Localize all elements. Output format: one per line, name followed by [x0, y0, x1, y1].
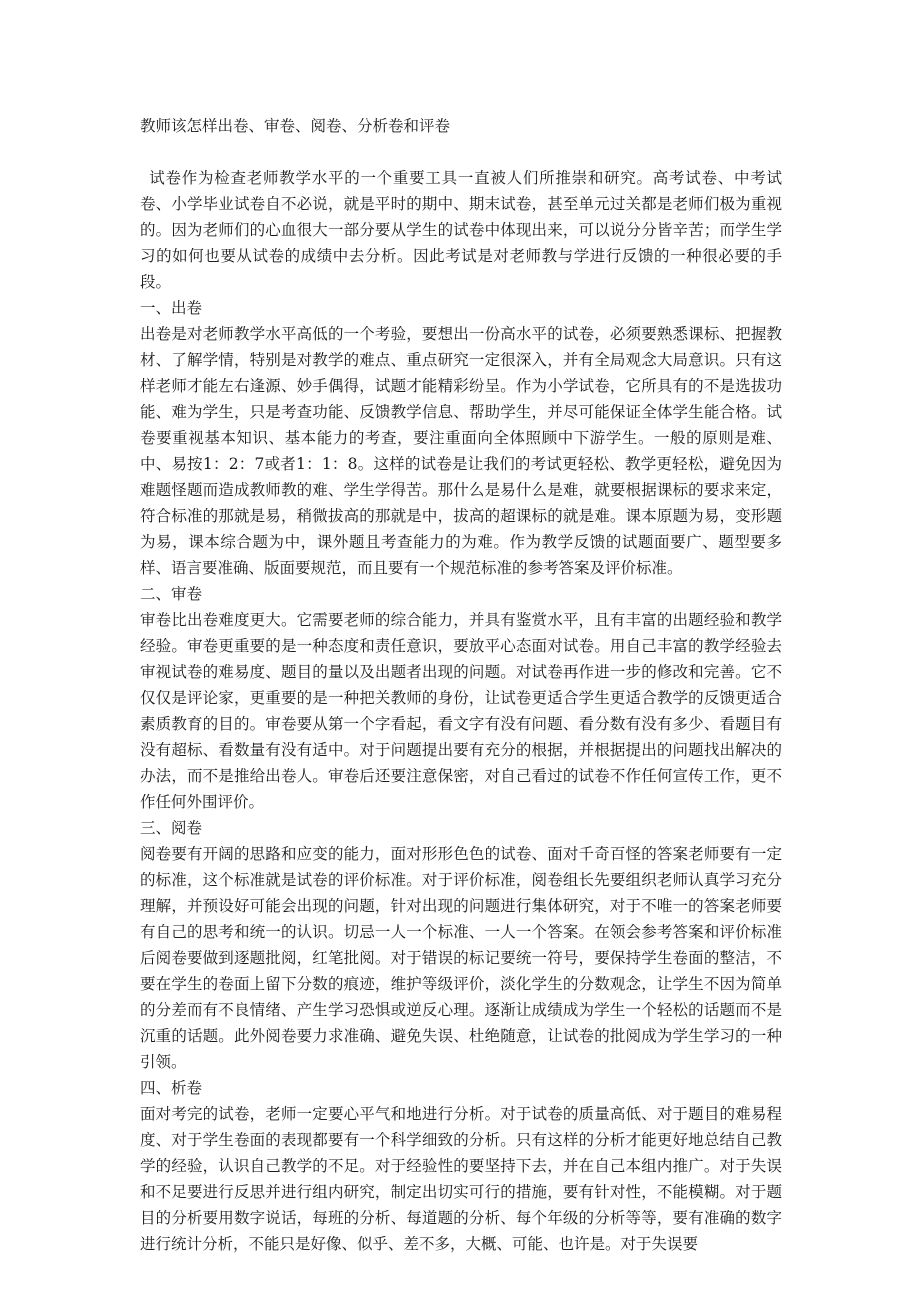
document-title: 教师该怎样出卷、审卷、阅卷、分析卷和评卷	[140, 117, 451, 135]
section-heading-chujuan: 一、出卷	[140, 299, 203, 317]
section-heading-shenjuan: 二、审卷	[140, 585, 203, 603]
section-body-shenjuan: 审卷比出卷难度更大。它需要老师的综合能力，并具有鉴赏水平，且有丰富的出题经验和教学经验。审卷更重要的是一种态度和责任意识，要放平心态面对试卷。用自己丰富的教学经验去审视试卷的难易度、题目的量以及出题者出现的问题。对试卷再作进一步的修改和完善。它不仅仅是评论家，更重要的是一种把关教师的身份，让试卷更适合学生更适合教学的反馈更适合素质教育的目的。审卷要从第一个字看起，看文字有没有问题、看分数有没有多少、看题目有没有超标、看数量有没有适中。对于问题提出要有充分的根据，并根据提出的问题找出解决的办法，而不是推给出卷人。审卷后还要注意保密，对自己看过的试卷不作任何宣传工作，更不作任何外围评价。	[140, 611, 782, 811]
section-heading-yuejuan: 三、阅卷	[140, 819, 203, 837]
section-body-xijuan: 面对考完的试卷，老师一定要心平气和地进行分析。对于试卷的质量高低、对于题目的难易程度、对于学生卷面的表现都要有一个科学细致的分析。只有这样的分析才能更好地总结自己教学的经验，认识自己教学的不足。对于经验性的要坚持下去，并在自己本组内推广。对于失误和不足要进行反思并进行组内研究，制定出切实可行的措施，要有针对性，不能模糊。对于题目的分析要用数字说话，每班的分析、每道题的分析、每个年级的分析等等，要有准确的数字进行统计分析，不能只是好像、似乎、差不多，大概、可能、也许是。对于失误要	[140, 1105, 782, 1253]
section-heading-xijuan: 四、析卷	[140, 1079, 203, 1097]
section-body-yuejuan: 阅卷要有开阔的思路和应变的能力，面对形形色色的试卷、面对千奇百怪的答案老师要有一定的标准，这个标准就是试卷的评价标准。对于评价标准，阅卷组长先要组织老师认真学习充分理解，并预设好可能会出现的问题，针对出现的问题进行集体研究，对于不唯一的答案老师要有自己的思考和统一的认识。切忌一人一个标准、一人一个答案。在领会参考答案和评价标准后阅卷要做到逐题批阅，红笔批阅。对于错误的标记要统一符号，要保持学生卷面的整洁，不要在学生的卷面上留下分数的痕迹，维护等级评价，淡化学生的分数观念，让学生不因为简单的分差而有不良情绪、产生学习恐惧或逆反心理。逐渐让成绩成为学生一个轻松的话题而不是沉重的话题。此外阅卷要力求准确、避免失误、杜绝随意，让试卷的批阅成为学生学习的一种引领。	[140, 845, 782, 1071]
section-body-chujuan: 出卷是对老师教学水平高低的一个考验，要想出一份高水平的试卷，必须要熟悉课标、把握教材、了解学情，特别是对教学的难点、重点研究一定很深入，并有全局观念大局意识。只有这样老师才能左右逢源、妙手偶得，试题才能精彩纷呈。作为小学试卷，它所具有的不是选拔功能、难为学生，只是考查功能、反馈教学信息、帮助学生，并尽可能保证全体学生能合格。试卷要重视基本知识、基本能力的考查，要注重面向全体照顾中下游学生。一般的原则是难、中、易按1：2：7或者1：1：8。这样的试卷是让我们的考试更轻松、教学更轻松，避免因为难题怪题而造成教师教的难、学生学得苦。那什么是易什么是难，就要根据课标的要求来定，符合标准的那就是易，稍微拔高的那就是中，拔高的超课标的就是难。课本原题为易，变形题为易，课本综合题为中，课外题且考查能力的为难。作为教学反馈的试题面要广、题型要多样、语言要准确、版面要规范，而且要有一个规范标准的参考答案及评价标准。	[140, 325, 782, 577]
intro-paragraph: 试卷作为检查老师教学水平的一个重要工具一直被人们所推崇和研究。高考试卷、中考试卷、小学毕业试卷自不必说，就是平时的期中、期末试卷，甚至单元过关都是老师们极为重视的。因为老师们的心血很大一部分要从学生的试卷中体现出来，可以说分分皆辛苦；而学生学习的如何也要从试卷的成绩中去分析。因此考试是对老师教与学进行反馈的一种很必要的手段。	[140, 169, 782, 291]
